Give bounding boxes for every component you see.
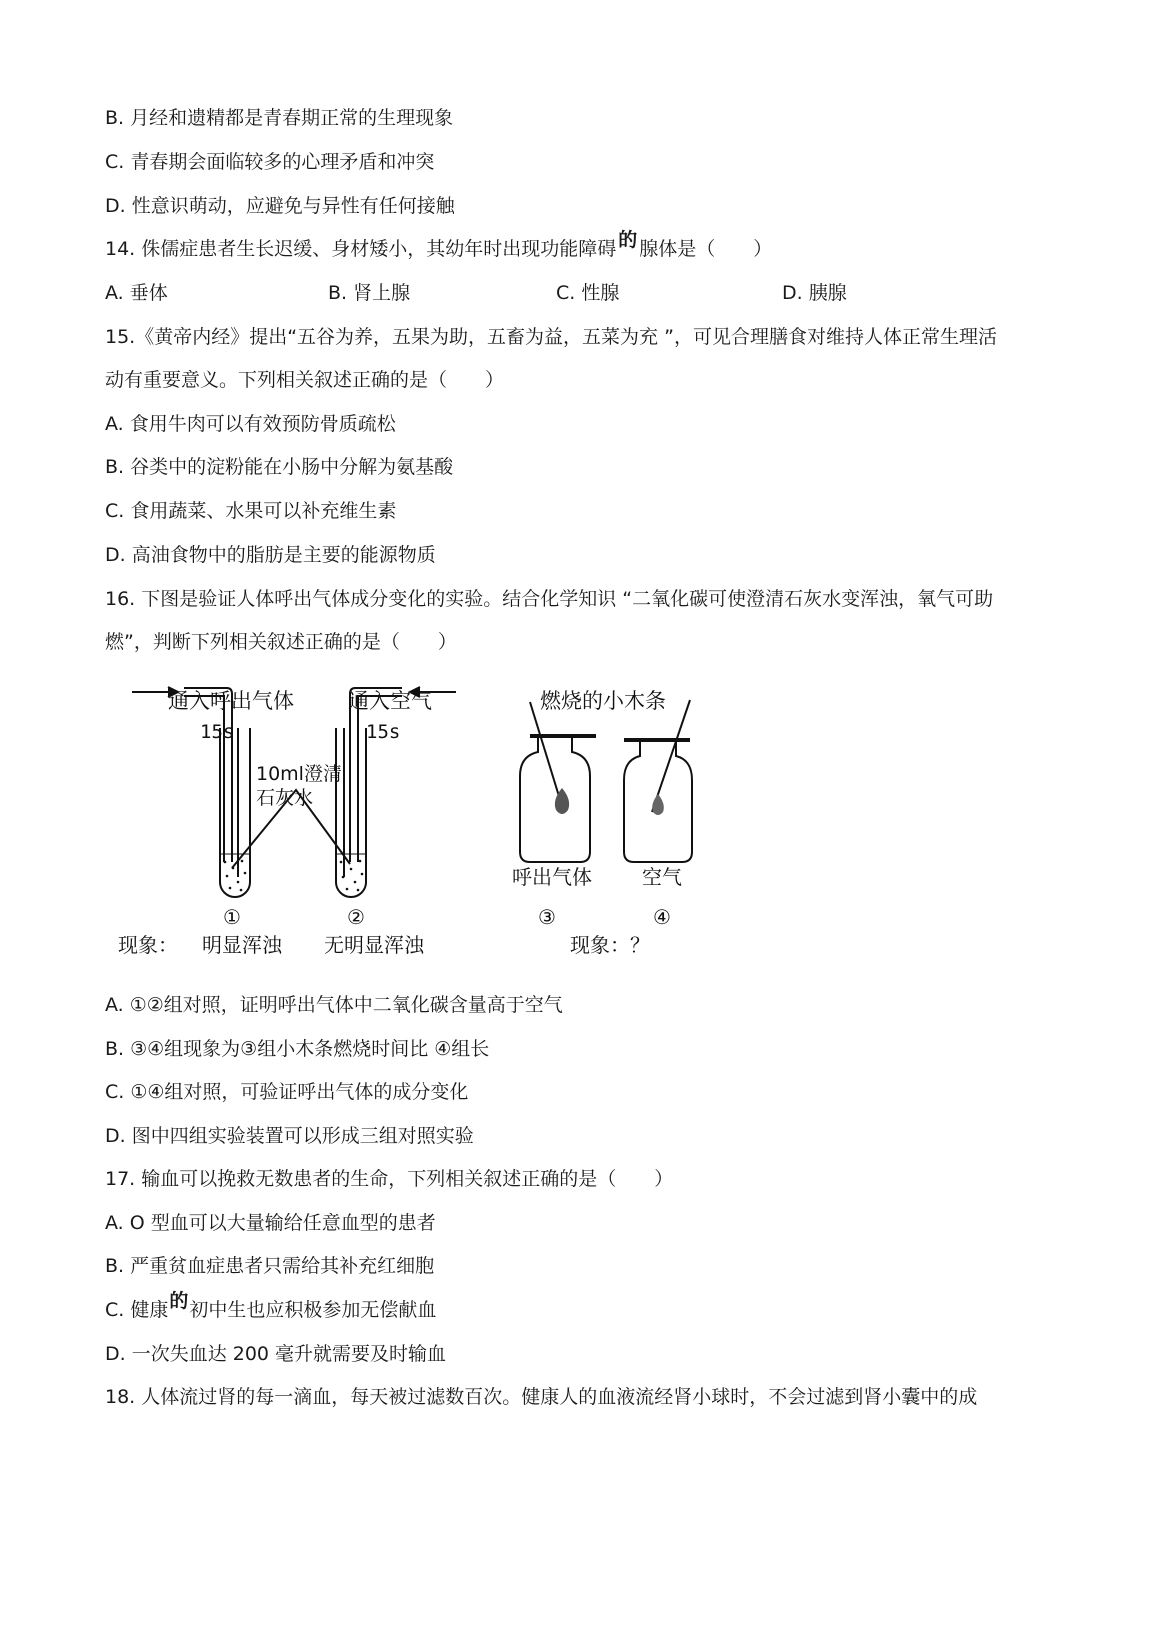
label-time-2: 15s <box>366 721 401 743</box>
q14-option-d: D. 胰腺 <box>782 282 847 304</box>
label-num-4: ④ <box>653 905 671 929</box>
q17-option-b: B. 严重贫血症患者只需给其补充红细胞 <box>105 1255 435 1277</box>
label-num-3: ③ <box>538 905 556 929</box>
q15-stem-line1: 15.《黄帝内经》提出“五谷为养，五果为助，五畜为益，五菜为充 ”，可见合理膳食对维持人体正常生理活 <box>105 326 997 348</box>
label-limewater-2: 石灰水 <box>256 787 314 809</box>
label-air-in: 通入空气 <box>348 689 432 713</box>
label-phenomenon-2: 现象：？ <box>570 933 650 957</box>
label-num-2: ② <box>347 905 365 929</box>
jar-3 <box>520 738 590 862</box>
q17-stem: 17. 输血可以挽救无数患者的生命，下列相关叙述正确的是（ ） <box>105 1168 674 1190</box>
q14-option-c: C. 性腺 <box>556 282 620 304</box>
label-burning-stick: 燃烧的小木条 <box>540 689 666 713</box>
q16-option-d: D. 图中四组实验装置可以形成三组对照实验 <box>105 1125 474 1147</box>
q17-option-c-part1: C. 健康 <box>105 1299 169 1321</box>
q17-option-d: D. 一次失血达 200 毫升就需要及时输血 <box>105 1343 447 1365</box>
label-limewater-1: 10ml澄清 <box>256 763 342 785</box>
q16-stem-line1: 16. 下图是验证人体呼出气体成分变化的实验。结合化学知识 “二氧化碳可使澄清石灰水变浑浊，氧气可助 <box>105 588 994 610</box>
q17-option-c-part2: 初中生也应积极参加无偿献血 <box>189 1299 437 1321</box>
label-result-1: 明显浑浊 <box>202 933 282 957</box>
q15-option-d: D. 高油食物中的脂肪是主要的能源物质 <box>105 544 436 566</box>
q16-stem-line2: 燃”，判断下列相关叙述正确的是（ ） <box>105 631 457 653</box>
label-phenomenon-1: 现象： <box>118 933 178 957</box>
label-result-2: 无明显浑浊 <box>324 933 424 957</box>
q16-option-b: B. ③④组现象为③组小木条燃烧时间比 ④组长 <box>105 1038 490 1060</box>
label-exhaled-in: 通入呼出气体 <box>168 689 294 713</box>
q14-stem-part2: 腺体是（ ） <box>639 238 773 260</box>
q13-option-c: C. 青春期会面临较多的心理矛盾和冲突 <box>105 151 435 173</box>
label-num-1: ① <box>223 905 241 929</box>
q15-option-a: A. 食用牛肉可以有效预防骨质疏松 <box>105 413 396 435</box>
experiment-figure <box>110 672 682 972</box>
q14-stem <box>105 229 773 261</box>
label-jar-3: 呼出气体 <box>512 865 592 889</box>
q15-option-c: C. 食用蔬菜、水果可以补充维生素 <box>105 500 397 522</box>
flame-4 <box>652 794 664 815</box>
q17-option-c-de: 的 <box>169 1290 189 1312</box>
q14-stem-part1: 14. 侏儒症患者生长迟缓、身材矮小，其幼年时出现功能障碍 <box>105 238 617 260</box>
q14-option-b: B. 肾上腺 <box>328 282 411 304</box>
label-time-1: 15s <box>200 721 235 743</box>
q18-stem: 18. 人体流过肾的每一滴血，每天被过滤数百次。健康人的血液流经肾小球时，不会过滤到肾小囊中的成 <box>105 1386 978 1408</box>
q13-option-b: B. 月经和遗精都是青春期正常的生理现象 <box>105 107 454 129</box>
q16-option-c: C. ①④组对照，可验证呼出气体的成分变化 <box>105 1081 469 1103</box>
q17-option-c <box>105 1290 437 1322</box>
wooden-stick-3 <box>530 702 562 806</box>
q13-option-d: D. 性意识萌动，应避免与异性有任何接触 <box>105 195 455 217</box>
q15-option-b: B. 谷类中的淀粉能在小肠中分解为氨基酸 <box>105 456 454 478</box>
q17-option-a: A. O 型血可以大量输给任意血型的患者 <box>105 1212 436 1234</box>
q14-stem-de: 的 <box>618 229 638 251</box>
q15-stem-line2: 动有重要意义。下列相关叙述正确的是（ ） <box>105 369 505 391</box>
label-jar-4: 空气 <box>642 865 682 889</box>
q14-option-a: A. 垂体 <box>105 282 168 304</box>
q16-option-a: A. ①②组对照，证明呼出气体中二氧化碳含量高于空气 <box>105 994 563 1016</box>
